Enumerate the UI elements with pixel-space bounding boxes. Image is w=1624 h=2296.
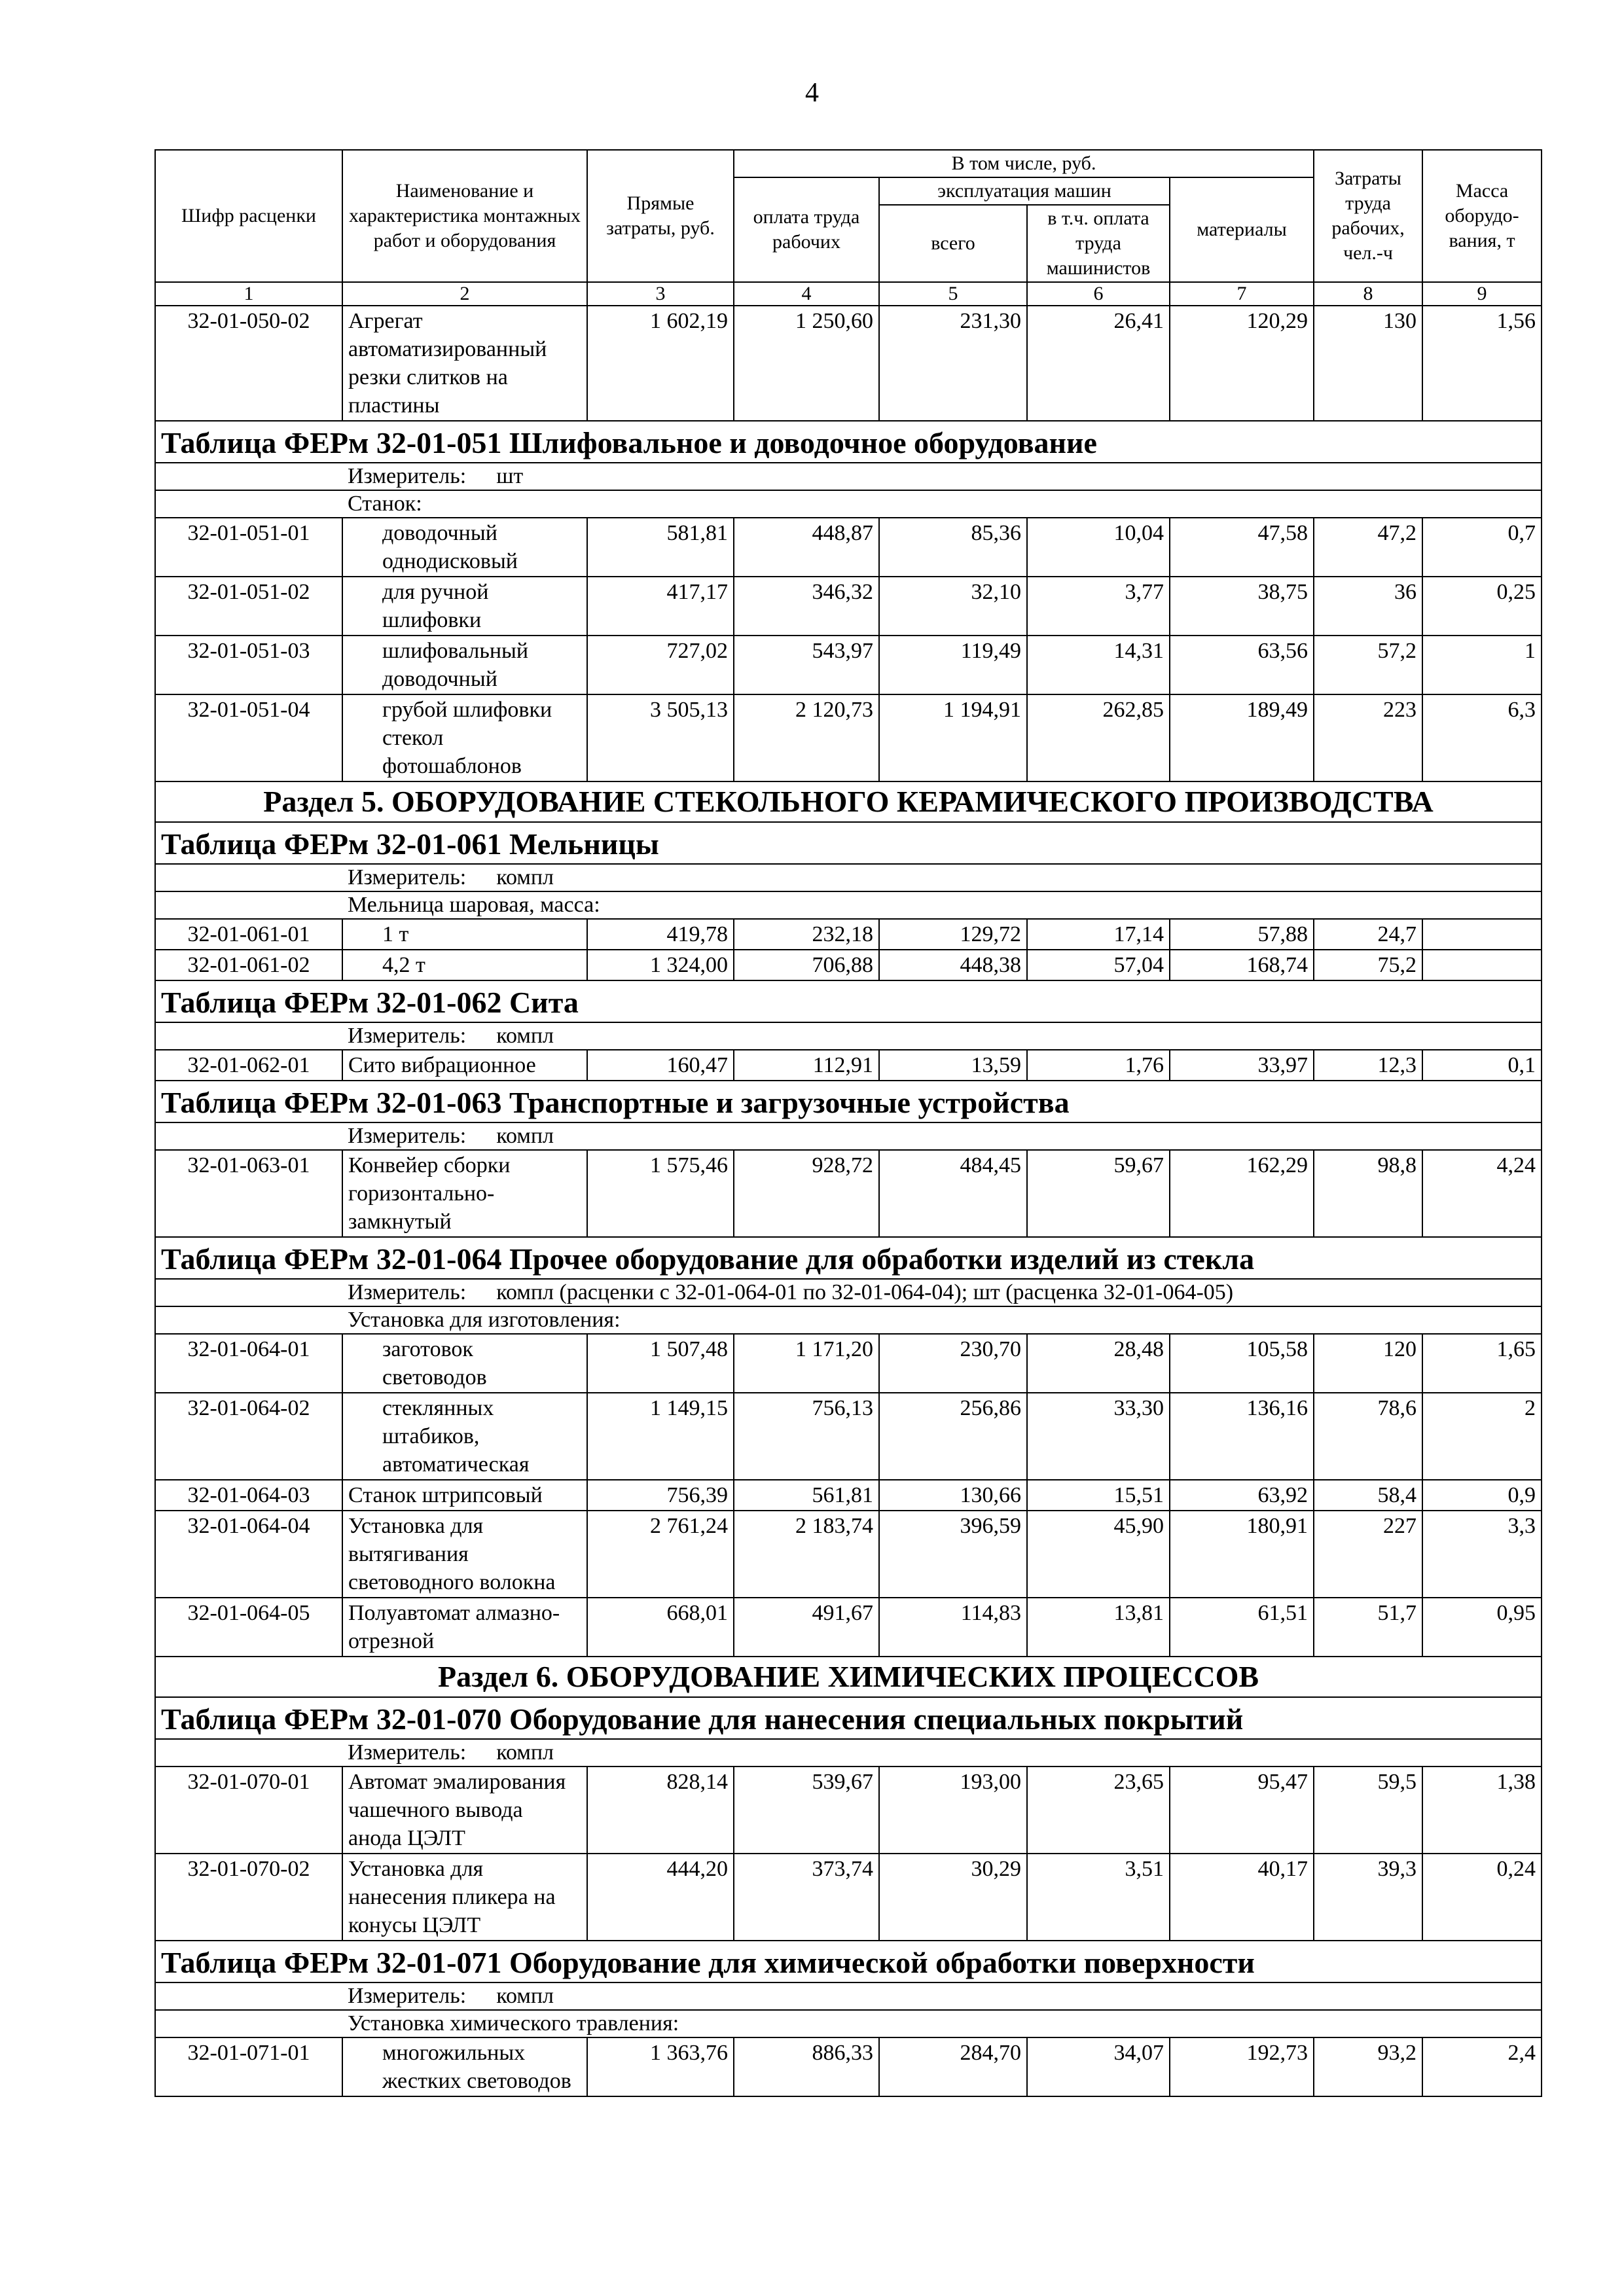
work-name: Автомат эмалирования чашечного вывода анода ЦЭЛТ [342, 1767, 587, 1854]
machinist-wage: 34,07 [1027, 2037, 1170, 2096]
equipment-mass: 3,3 [1422, 1511, 1542, 1598]
rate-code: 32-01-061-01 [155, 919, 342, 950]
page-number: 4 [805, 78, 819, 108]
machinist-wage: 57,04 [1027, 950, 1170, 980]
header-name: Наименование и характеристика монтажных работ и оборудования [342, 150, 587, 282]
machines-total: 114,83 [879, 1598, 1027, 1657]
meter-value: компл [496, 1124, 554, 1148]
work-name: Установка для нанесения пликера на конусы ЦЭЛТ [342, 1854, 587, 1941]
table-title-row [155, 980, 1542, 1022]
materials-cost: 40,17 [1170, 1854, 1314, 1941]
work-name: 1 т [342, 919, 587, 950]
table-row [155, 306, 1542, 421]
machines-total: 30,29 [879, 1854, 1027, 1941]
header-machinist: в т.ч. оплата труда машинистов [1027, 205, 1170, 282]
machines-total: 119,49 [879, 636, 1027, 694]
machinist-wage: 26,41 [1027, 306, 1170, 421]
meter-label: Измеритель: [348, 1740, 467, 1765]
machinist-wage: 1,76 [1027, 1050, 1170, 1081]
work-name: Конвейер сборки горизонтально-замкнутый [342, 1150, 587, 1237]
work-name: Установка для вытягивания световодного волокна [342, 1511, 587, 1598]
wage-cost: 539,67 [734, 1767, 879, 1854]
table-row [155, 1334, 1542, 1393]
direct-cost: 160,47 [587, 1050, 734, 1081]
table-title-row [155, 1237, 1542, 1279]
direct-cost: 1 149,15 [587, 1393, 734, 1480]
machines-total: 256,86 [879, 1393, 1027, 1480]
materials-cost: 120,29 [1170, 306, 1314, 421]
rate-code: 32-01-064-01 [155, 1334, 342, 1393]
group-heading-row [155, 2010, 1542, 2037]
table-title-row [155, 1697, 1542, 1739]
table-row [155, 1598, 1542, 1657]
labor-hours: 59,5 [1314, 1767, 1422, 1854]
table-title-row [155, 1081, 1542, 1122]
rate-code: 32-01-061-02 [155, 950, 342, 980]
wage-cost: 2 183,74 [734, 1511, 879, 1598]
machinist-wage: 14,31 [1027, 636, 1170, 694]
machines-total: 484,45 [879, 1150, 1027, 1237]
labor-hours: 223 [1314, 694, 1422, 781]
machines-total: 32,10 [879, 577, 1027, 636]
materials-cost: 63,92 [1170, 1480, 1314, 1511]
rates-table-container [154, 149, 1541, 2097]
column-number: 4 [734, 282, 879, 306]
header-machines: эксплуатация машин [879, 177, 1170, 205]
direct-cost: 2 761,24 [587, 1511, 734, 1598]
equipment-mass: 0,7 [1422, 518, 1542, 577]
meter-label: Измеритель: [348, 464, 467, 488]
labor-hours: 47,2 [1314, 518, 1422, 577]
group-heading-row [155, 1306, 1542, 1334]
header-mass: Масса оборудо-вания, т [1422, 150, 1542, 282]
rate-code: 32-01-064-05 [155, 1598, 342, 1657]
meter-row [155, 1739, 1542, 1767]
direct-cost: 417,17 [587, 577, 734, 636]
table-row [155, 636, 1542, 694]
column-numbers-row [155, 282, 1542, 306]
table-title: Таблица ФЕРм 32-01-071 Оборудование для химической обработки поверхности [155, 1941, 1542, 1982]
column-number: 5 [879, 282, 1027, 306]
labor-hours: 130 [1314, 306, 1422, 421]
machinist-wage: 23,65 [1027, 1767, 1170, 1854]
equipment-mass: 4,24 [1422, 1150, 1542, 1237]
meter-value: компл [496, 1024, 554, 1048]
group-heading-row [155, 490, 1542, 518]
table-row [155, 1393, 1542, 1480]
rate-code: 32-01-051-04 [155, 694, 342, 781]
wage-cost: 756,13 [734, 1393, 879, 1480]
meter-row [155, 1122, 1542, 1150]
materials-cost: 168,74 [1170, 950, 1314, 980]
labor-hours: 39,3 [1314, 1854, 1422, 1941]
table-row [155, 1150, 1542, 1237]
wage-cost: 561,81 [734, 1480, 879, 1511]
meter-label: Измеритель: [348, 1984, 467, 2008]
meter-value: компл [496, 1740, 554, 1765]
rate-code: 32-01-070-01 [155, 1767, 342, 1854]
labor-hours: 75,2 [1314, 950, 1422, 980]
table-title-row [155, 822, 1542, 864]
table-row [155, 1767, 1542, 1854]
header-incl: В том числе, руб. [734, 150, 1314, 177]
header-labor: Затраты труда рабочих, чел.-ч [1314, 150, 1422, 282]
materials-cost: 192,73 [1170, 2037, 1314, 2096]
machines-total: 193,00 [879, 1767, 1027, 1854]
machinist-wage: 262,85 [1027, 694, 1170, 781]
section-title: Раздел 5. ОБОРУДОВАНИЕ СТЕКОЛЬНОГО КЕРАМИЧЕСКОГО ПРОИЗВОДСТВА [155, 781, 1542, 822]
materials-cost: 33,97 [1170, 1050, 1314, 1081]
rate-code: 32-01-064-03 [155, 1480, 342, 1511]
rate-code: 32-01-051-03 [155, 636, 342, 694]
meter-row [155, 864, 1542, 891]
table-title-row [155, 421, 1542, 463]
machinist-wage: 3,77 [1027, 577, 1170, 636]
labor-hours: 120 [1314, 1334, 1422, 1393]
equipment-mass: 1,65 [1422, 1334, 1542, 1393]
table-row [155, 919, 1542, 950]
direct-cost: 1 507,48 [587, 1334, 734, 1393]
equipment-mass: 2 [1422, 1393, 1542, 1480]
machines-total: 448,38 [879, 950, 1027, 980]
meter-row [155, 1279, 1542, 1306]
materials-cost: 180,91 [1170, 1511, 1314, 1598]
meter-label: Измеритель: [348, 1024, 467, 1048]
direct-cost: 444,20 [587, 1854, 734, 1941]
header-materials: материалы [1170, 177, 1314, 282]
wage-cost: 232,18 [734, 919, 879, 950]
machines-total: 231,30 [879, 306, 1027, 421]
equipment-mass: 2,4 [1422, 2037, 1542, 2096]
header-code: Шифр расценки [155, 150, 342, 282]
table-title-row [155, 1941, 1542, 1982]
machines-total: 1 194,91 [879, 694, 1027, 781]
equipment-mass: 1 [1422, 636, 1542, 694]
machinist-wage: 10,04 [1027, 518, 1170, 577]
labor-hours: 93,2 [1314, 2037, 1422, 2096]
work-name: 4,2 т [342, 950, 587, 980]
machinist-wage: 3,51 [1027, 1854, 1170, 1941]
labor-hours: 58,4 [1314, 1480, 1422, 1511]
column-number: 7 [1170, 282, 1314, 306]
column-number: 2 [342, 282, 587, 306]
wage-cost: 886,33 [734, 2037, 879, 2096]
rates-table [154, 149, 1542, 2097]
meter-row [155, 1022, 1542, 1050]
equipment-mass: 0,9 [1422, 1480, 1542, 1511]
materials-cost: 105,58 [1170, 1334, 1314, 1393]
labor-hours: 57,2 [1314, 636, 1422, 694]
labor-hours: 78,6 [1314, 1393, 1422, 1480]
machinist-wage: 28,48 [1027, 1334, 1170, 1393]
table-row [155, 1480, 1542, 1511]
materials-cost: 136,16 [1170, 1393, 1314, 1480]
equipment-mass: 0,1 [1422, 1050, 1542, 1081]
group-heading: Мельница шаровая, масса: [342, 891, 1542, 919]
meter-value: компл [496, 1984, 554, 2008]
materials-cost: 95,47 [1170, 1767, 1314, 1854]
work-name: Агрегат автоматизированный резки слитков на пластины [342, 306, 587, 421]
direct-cost: 828,14 [587, 1767, 734, 1854]
work-name: заготовок световодов [342, 1334, 587, 1393]
labor-hours: 24,7 [1314, 919, 1422, 950]
table-title: Таблица ФЕРм 32-01-051 Шлифовальное и доводочное оборудование [155, 421, 1542, 463]
direct-cost: 581,81 [587, 518, 734, 577]
wage-cost: 112,91 [734, 1050, 879, 1081]
equipment-mass: 6,3 [1422, 694, 1542, 781]
group-heading: Установка для изготовления: [342, 1306, 1542, 1334]
group-heading: Станок: [342, 490, 1542, 518]
rate-code: 32-01-070-02 [155, 1854, 342, 1941]
machines-total: 230,70 [879, 1334, 1027, 1393]
meter-label: Измеритель: [348, 865, 467, 889]
materials-cost: 47,58 [1170, 518, 1314, 577]
meter-value: компл (расценки с 32-01-064-01 по 32-01-064-04); шт (расценка 32-01-064-05) [496, 1280, 1234, 1304]
machines-total: 284,70 [879, 2037, 1027, 2096]
wage-cost: 491,67 [734, 1598, 879, 1657]
work-name: стеклянных штабиков, автоматическая [342, 1393, 587, 1480]
table-title: Таблица ФЕРм 32-01-061 Мельницы [155, 822, 1542, 864]
work-name: Станок штрипсовый [342, 1480, 587, 1511]
rate-code: 32-01-050-02 [155, 306, 342, 421]
table-row [155, 1511, 1542, 1598]
rate-code: 32-01-071-01 [155, 2037, 342, 2096]
group-heading: Установка химического травления: [342, 2010, 1542, 2037]
equipment-mass: 1,56 [1422, 306, 1542, 421]
equipment-mass [1422, 950, 1542, 980]
table-row [155, 1050, 1542, 1081]
header-total: всего [879, 205, 1027, 282]
materials-cost: 57,88 [1170, 919, 1314, 950]
work-name: доводочный однодисковый [342, 518, 587, 577]
table-title: Таблица ФЕРм 32-01-070 Оборудование для нанесения специальных покрытий [155, 1697, 1542, 1739]
work-name: Полуавтомат алмазно-отрезной [342, 1598, 587, 1657]
direct-cost: 756,39 [587, 1480, 734, 1511]
direct-cost: 1 363,76 [587, 2037, 734, 2096]
labor-hours: 98,8 [1314, 1150, 1422, 1237]
table-body [155, 306, 1542, 2096]
column-number: 3 [587, 282, 734, 306]
meter-value: компл [496, 865, 554, 889]
section-title-row [155, 781, 1542, 822]
meter-row [155, 463, 1542, 490]
table-row [155, 577, 1542, 636]
column-number: 8 [1314, 282, 1422, 306]
header-direct: Прямые затраты, руб. [587, 150, 734, 282]
wage-cost: 373,74 [734, 1854, 879, 1941]
rate-code: 32-01-064-02 [155, 1393, 342, 1480]
table-row [155, 518, 1542, 577]
wage-cost: 1 250,60 [734, 306, 879, 421]
equipment-mass: 0,25 [1422, 577, 1542, 636]
meter-row [155, 1982, 1542, 2010]
rate-code: 32-01-063-01 [155, 1150, 342, 1237]
work-name: Сито вибрационное [342, 1050, 587, 1081]
work-name: шлифовальный доводочный [342, 636, 587, 694]
wage-cost: 448,87 [734, 518, 879, 577]
wage-cost: 928,72 [734, 1150, 879, 1237]
machines-total: 13,59 [879, 1050, 1027, 1081]
table-row [155, 2037, 1542, 2096]
group-heading-row [155, 891, 1542, 919]
materials-cost: 61,51 [1170, 1598, 1314, 1657]
wage-cost: 706,88 [734, 950, 879, 980]
table-row [155, 694, 1542, 781]
wage-cost: 543,97 [734, 636, 879, 694]
meter-label: Измеритель: [348, 1124, 467, 1148]
work-name: многожильных жестких световодов [342, 2037, 587, 2096]
machinist-wage: 15,51 [1027, 1480, 1170, 1511]
column-number: 9 [1422, 282, 1542, 306]
work-name: грубой шлифовки стекол фотошаблонов [342, 694, 587, 781]
machines-total: 129,72 [879, 919, 1027, 950]
table-header [155, 150, 1542, 306]
equipment-mass [1422, 919, 1542, 950]
labor-hours: 12,3 [1314, 1050, 1422, 1081]
labor-hours: 36 [1314, 577, 1422, 636]
machines-total: 85,36 [879, 518, 1027, 577]
column-number: 6 [1027, 282, 1170, 306]
rate-code: 32-01-051-01 [155, 518, 342, 577]
table-title: Таблица ФЕРм 32-01-062 Сита [155, 980, 1542, 1022]
table-row [155, 1854, 1542, 1941]
machinist-wage: 13,81 [1027, 1598, 1170, 1657]
meter-label: Измеритель: [348, 1280, 467, 1304]
machines-total: 130,66 [879, 1480, 1027, 1511]
direct-cost: 1 324,00 [587, 950, 734, 980]
wage-cost: 1 171,20 [734, 1334, 879, 1393]
equipment-mass: 0,24 [1422, 1854, 1542, 1941]
meter-value: шт [496, 464, 524, 488]
table-row [155, 950, 1542, 980]
materials-cost: 38,75 [1170, 577, 1314, 636]
table-title: Таблица ФЕРм 32-01-064 Прочее оборудование для обработки изделий из стекла [155, 1237, 1542, 1279]
wage-cost: 346,32 [734, 577, 879, 636]
work-name: для ручной шлифовки [342, 577, 587, 636]
equipment-mass: 1,38 [1422, 1767, 1542, 1854]
section-title-row [155, 1657, 1542, 1697]
machinist-wage: 17,14 [1027, 919, 1170, 950]
column-number: 1 [155, 282, 342, 306]
machinist-wage: 59,67 [1027, 1150, 1170, 1237]
labor-hours: 51,7 [1314, 1598, 1422, 1657]
rate-code: 32-01-051-02 [155, 577, 342, 636]
machinist-wage: 33,30 [1027, 1393, 1170, 1480]
table-title: Таблица ФЕРм 32-01-063 Транспортные и загрузочные устройства [155, 1081, 1542, 1122]
equipment-mass: 0,95 [1422, 1598, 1542, 1657]
materials-cost: 162,29 [1170, 1150, 1314, 1237]
labor-hours: 227 [1314, 1511, 1422, 1598]
direct-cost: 419,78 [587, 919, 734, 950]
machines-total: 396,59 [879, 1511, 1027, 1598]
materials-cost: 63,56 [1170, 636, 1314, 694]
header-wage: оплата труда рабочих [734, 177, 879, 282]
direct-cost: 1 575,46 [587, 1150, 734, 1237]
direct-cost: 3 505,13 [587, 694, 734, 781]
rate-code: 32-01-062-01 [155, 1050, 342, 1081]
direct-cost: 727,02 [587, 636, 734, 694]
materials-cost: 189,49 [1170, 694, 1314, 781]
machinist-wage: 45,90 [1027, 1511, 1170, 1598]
rate-code: 32-01-064-04 [155, 1511, 342, 1598]
direct-cost: 1 602,19 [587, 306, 734, 421]
direct-cost: 668,01 [587, 1598, 734, 1657]
section-title: Раздел 6. ОБОРУДОВАНИЕ ХИМИЧЕСКИХ ПРОЦЕССОВ [155, 1657, 1542, 1697]
wage-cost: 2 120,73 [734, 694, 879, 781]
